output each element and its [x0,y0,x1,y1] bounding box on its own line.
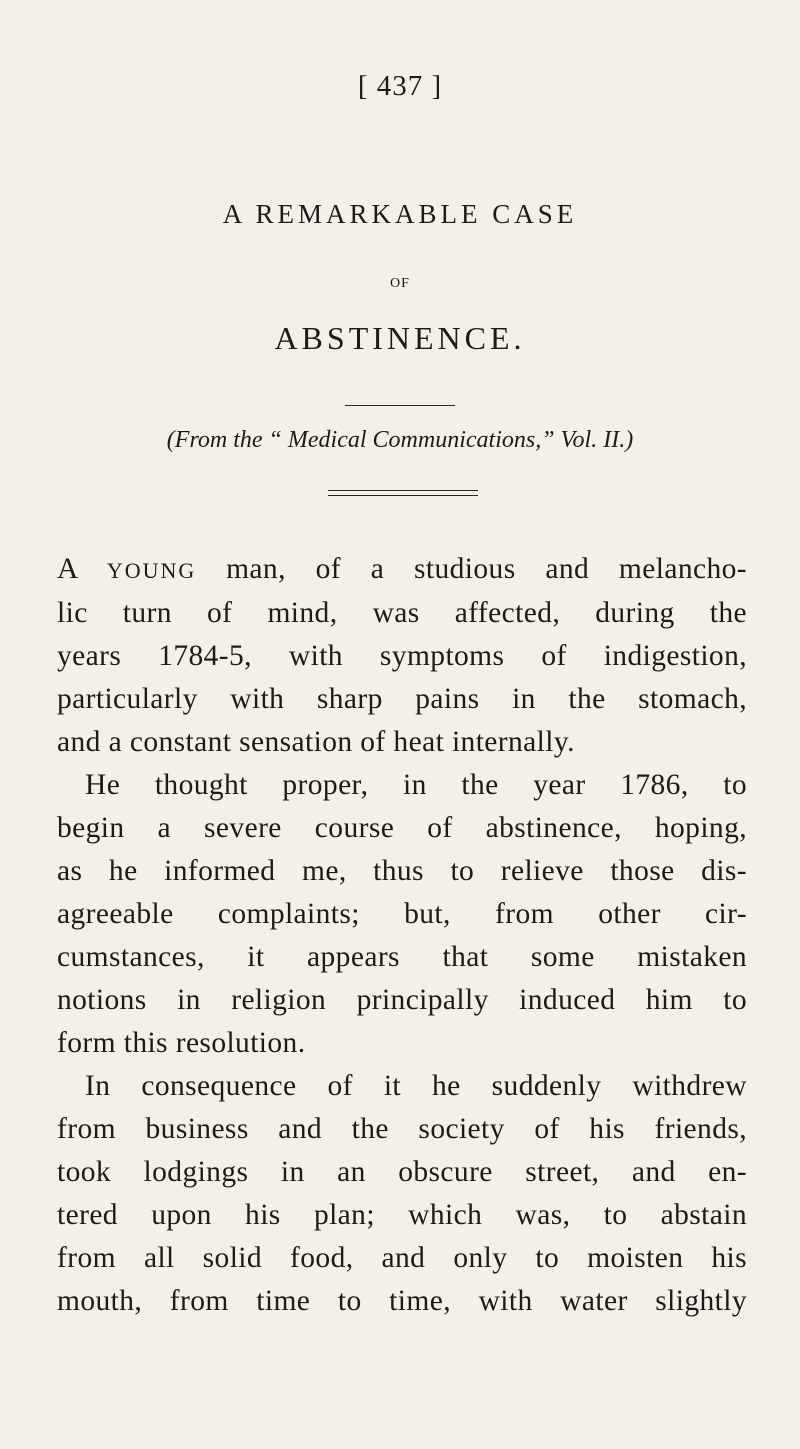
text-line: cumstances, it appears that some mistaken [57,941,747,973]
text-line: years 1784-5, with symptoms of indigestion, [57,640,747,672]
text-line: lic turn of mind, was affected, during the [57,597,747,629]
text-fragment: man, of a studious and melancho- [196,553,747,585]
text-line: tered upon his plan; which was, to abstain [57,1199,747,1231]
text-line: begin a severe course of abstinence, hoping, [57,812,747,844]
body-text [57,548,747,1323]
title-connector: OF [390,276,410,291]
text-line: mouth, from time to time, with water slightly [57,1285,747,1317]
text-line: and a constant sensation of heat internally. [57,726,575,758]
text-line: particularly with sharp pains in the stomach, [57,683,747,715]
opening-letter: A [57,553,78,585]
text-line: took lodgings in an obscure street, and en- [57,1156,747,1188]
paragraph-3 [57,1065,747,1323]
chapter-title: A REMARKABLE CASE [222,199,578,229]
text-line: He thought proper, in the year 1786, to [85,769,747,801]
source-citation: (From the “ Medical Communications,” Vol. II.) [166,427,634,453]
text-line [57,548,747,592]
text-line: from business and the society of his friends, [57,1113,747,1145]
text-line: notions in religion principally induced him to [57,984,747,1016]
chapter-subtitle: ABSTINENCE. [274,320,526,356]
page-number: [ 437 ] [357,70,443,102]
text-line: agreeable complaints; but, from other cir- [57,898,747,930]
text-line: In consequence of it he suddenly withdrew [85,1070,747,1102]
double-rule-divider [328,490,478,496]
text-line: as he informed me, thus to relieve those dis- [57,855,747,887]
title-divider [345,405,455,406]
text-line: form this resolution. [57,1027,306,1059]
text-line: from all solid food, and only to moisten his [57,1242,747,1274]
paragraph-1 [57,548,747,764]
paragraph-2 [57,764,747,1065]
small-caps-word: YOUNG [106,558,197,583]
